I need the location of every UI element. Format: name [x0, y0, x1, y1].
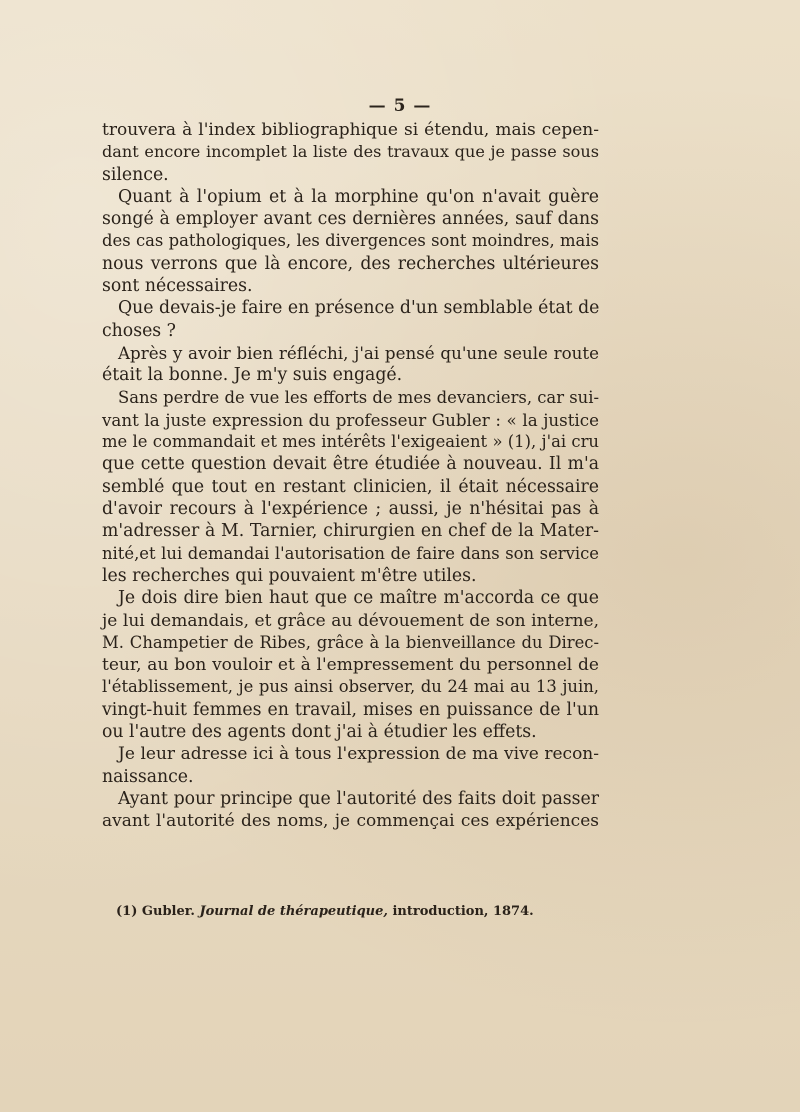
page-number: — 5 —	[368, 96, 432, 116]
text-line: vant la juste expression du professeur Gubler : « la justice	[102, 409, 599, 430]
text-line: les recherches qui pouvaient m'être utiles.	[102, 565, 477, 586]
text-line: trouvera à l'index bibliographique si étendu, mais cepen-	[102, 120, 599, 140]
text-line: nité,et lui demandai l'autorisation de faire dans son service	[102, 543, 599, 563]
text-line: était la bonne. Je m'y suis engagé.	[102, 365, 403, 386]
footnote-author: Gubler.	[141, 904, 195, 919]
text-line: ou l'autre des agents dont j'ai à étudier les effets.	[102, 722, 537, 743]
text-line: Je dois dire bien haut que ce maître m'accorda ce que	[118, 588, 599, 609]
text-line: sont nécessaires.	[102, 276, 253, 297]
text-line: semblé que tout en restant clinicien, il était nécessaire	[102, 476, 599, 497]
text-line: d'avoir recours à l'expérience ; aussi, je n'hésitai pas à	[102, 499, 599, 520]
text-line: M. Champetier de Ribes, grâce à la bienveillance du Direc-	[102, 632, 599, 652]
footnote-rest: introduction, 1874.	[392, 904, 534, 919]
text-line: silence.	[102, 164, 169, 185]
text-line: des cas pathologiques, les divergences sont moindres, mais	[102, 231, 599, 251]
text-line: Sans perdre de vue les efforts de mes devanciers, car sui-	[118, 387, 599, 407]
text-line: m'adresser à M. Tarnier, chirurgien en chef de la Mater-	[102, 521, 599, 542]
text-line: naissance.	[102, 766, 194, 787]
text-line: Que devais-je faire en présence d'un semblable état de	[118, 298, 600, 319]
text-line: choses ?	[102, 320, 176, 341]
text-line: me le commandait et mes intérêts l'exigeaient » (1), j'ai cru	[102, 432, 599, 452]
text-line: songé à employer avant ces dernières années, sauf dans	[102, 209, 599, 230]
text-line: nous verrons que là encore, des recherches ultérieures	[102, 253, 599, 274]
body-text	[102, 119, 599, 833]
text-line: dant encore incomplet la liste des travaux que je passe sous	[102, 142, 599, 162]
text-line: Ayant pour principe que l'autorité des faits doit passer	[118, 788, 599, 809]
text-line: Quant à l'opium et à la morphine qu'on n'avait guère	[118, 186, 599, 207]
text-line: l'établissement, je pus ainsi observer, du 24 mai au 13 juin,	[102, 677, 599, 697]
footnote-journal: Journal de thérapeutique,	[199, 904, 388, 919]
footnote-marker: (1)	[116, 904, 138, 919]
text-line: teur, au bon vouloir et à l'empressement du personnel de	[102, 655, 599, 676]
footnote	[116, 904, 534, 919]
text-line: que cette question devait être étudiée à nouveau. Il m'a	[102, 454, 599, 475]
text-line: vingt-huit femmes en travail, mises en puissance de l'un	[102, 699, 599, 720]
text-line: Après y avoir bien réfléchi, j'ai pensé qu'une seule route	[118, 342, 599, 363]
text-line: avant l'autorité des noms, je commençai ces expériences	[102, 811, 599, 832]
text-line: je lui demandais, et grâce au dévouement de son interne,	[102, 610, 599, 631]
text-line: Je leur adresse ici à tous l'expression de ma vive recon-	[118, 744, 599, 765]
